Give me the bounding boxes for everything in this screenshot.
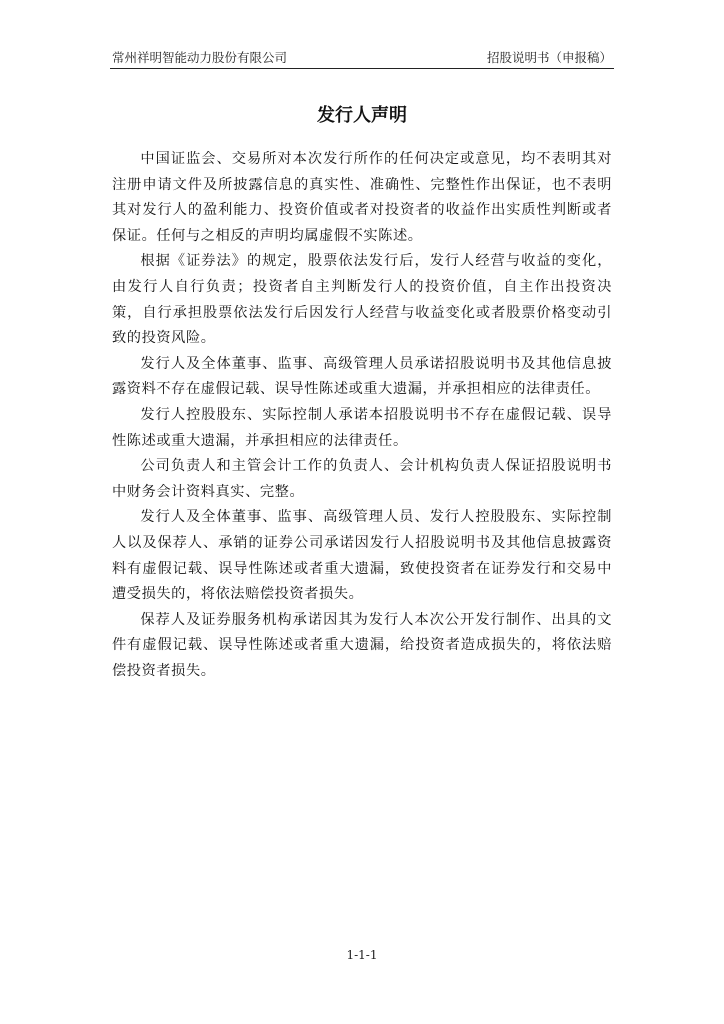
declaration-body <box>112 147 612 684</box>
header-document-title: 招股说明书（申报稿） <box>486 50 612 65</box>
paragraph: 发行人控股股东、实际控制人承诺本招股说明书不存在虚假记载、误导性陈述或重大遗漏，并承担相应的法律责任。 <box>112 406 612 449</box>
page-title: 发行人声明 <box>317 105 407 126</box>
paragraph: 根据《证券法》的规定，股票依法发行后，发行人经营与收益的变化，由发行人自行负责；投资者自主判断发行人的投资价值，自主作出投资决策，自行承担股票依法发行后因发行人经营与收益变化或者股票价格变动引致的投资风险。 <box>112 253 612 347</box>
header-company-name: 常州祥明智能动力股份有限公司 <box>112 50 288 65</box>
paragraph: 保荐人及证券服务机构承诺因其为发行人本次公开发行制作、出具的文件有虚假记载、误导性陈述或者重大遗漏，给投资者造成损失的，将依法赔偿投资者损失。 <box>112 611 612 679</box>
page-header <box>112 50 612 66</box>
paragraph: 发行人及全体董事、监事、高级管理人员、发行人控股股东、实际控制人以及保荐人、承销的证券公司承诺因发行人招股说明书及其他信息披露资料有虚假记载、误导性陈述或者重大遗漏，致使投资者在证券发行和交易中遭受损失的，将依法赔偿投资者损失。 <box>112 509 612 603</box>
paragraph: 公司负责人和主管会计工作的负责人、会计机构负责人保证招股说明书中财务会计资料真实、完整。 <box>112 458 612 500</box>
header-divider <box>110 68 614 69</box>
paragraph: 中国证监会、交易所对本次发行所作的任何决定或意见，均不表明其对注册申请文件及所披露信息的真实性、准确性、完整性作出保证，也不表明其对发行人的盈利能力、投资价值或者对投资者的收益作出实质性判断或者保证。任何与之相反的声明均属虚假不实陈述。 <box>112 151 612 244</box>
paragraph: 发行人及全体董事、监事、高级管理人员承诺招股说明书及其他信息披露资料不存在虚假记载、误导性陈述或重大遗漏，并承担相应的法律责任。 <box>112 355 612 398</box>
page-number: 1-1-1 <box>346 948 378 962</box>
